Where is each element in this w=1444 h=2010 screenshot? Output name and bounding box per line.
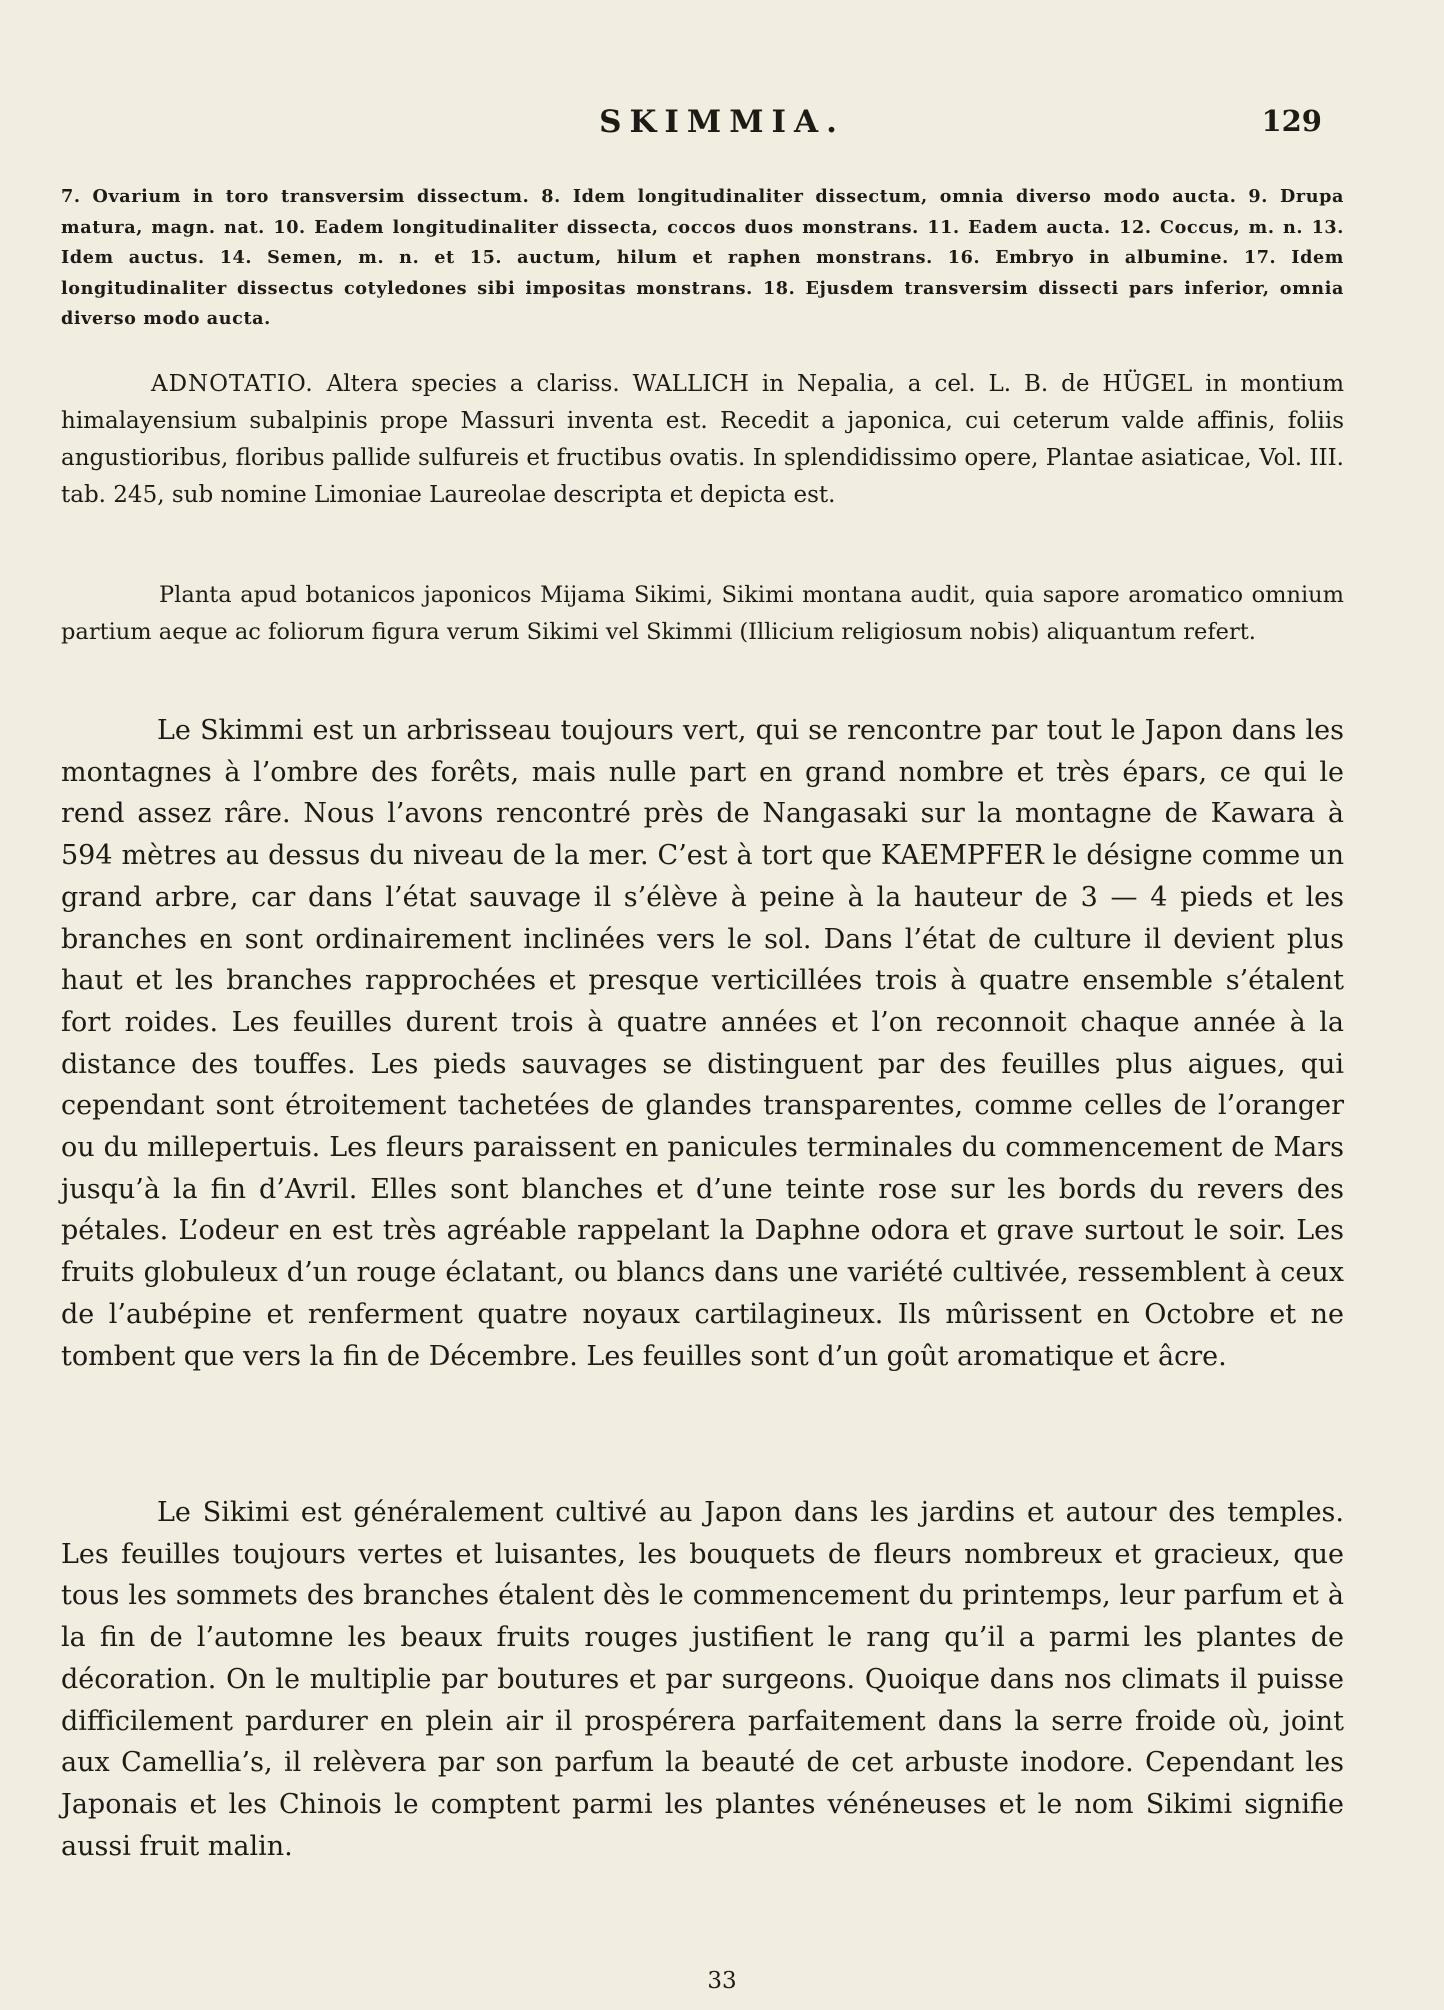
signature-mark: 33 [707,1968,737,1994]
adnotatio-text: Altera species a clariss. WALLICH in Nepalia, a cel. L. B. de HÜGEL in montium himalayensium subalpinis prope Massuri inventa est. Recedit a japonica, cui ceterum valde affinis, foliis angustioribus, floribus pallide sulfureis et fructibus ovatis. In splendidissimo opere, Plantae asiaticae, Vol. III. tab. 245, sub nomine Limoniae Laureolae descripta et depicta est. [61,371,1344,508]
planta-paragraph [61,577,1344,651]
page-title: SKIMMIA. [599,104,845,140]
french-paragraph-2-text: Le Sikimi est généralement cultivé au Japon dans les jardins et autour des temples. Les feuilles toujours vertes et luisantes, les bouquets de fleurs nombreux et gracieux, que tous les sommets des branches étalent dès le commencement du printemps, leur parfum et à la fin de l’automne les beaux fruits rouges justifient le rang qu’il a parmi les plantes de décoration. On le multiplie par boutures et par surgeons. Quoique dans nos climats il puisse difficilement pardurer en plein air il prospérera parfaitement dans la serre froide où, joint aux Camellia’s, il relèvera par son parfum la beauté de cet arbuste inodore. Cependant les Japonais et les Chinois le comptent parmi les plantes vénéneuses et le nom Sikimi signifie aussi fruit malin. [61,1497,1344,1862]
figure-caption: 7. Ovarium in toro transversim dissectum. 8. Idem longitudinaliter dissectum, omnia diverso modo aucta. 9. Drupa matura, magn. nat. 10. Eadem longitudinaliter dissecta, coccos duos monstrans. 11. Eadem aucta. 12. Coccus, m. n. 13. Idem auctus. 14. Semen, m. n. et 15. auctum, hilum et raphen monstrans. 16. Embryo in albumine. 17. Idem longitudinaliter dissectus cotyledones sibi impositas monstrans. 18. Ejusdem transversim dissecti pars inferior, omnia diverso modo aucta. [61,186,1344,330]
page-number: 129 [1261,104,1322,138]
adnotatio-label: ADNOTATIO. [151,371,314,397]
adnotatio-paragraph [61,366,1344,514]
french-paragraph-2 [61,1492,1344,1867]
french-paragraph-1 [61,710,1344,1377]
planta-text: Planta apud botanicos japonicos Mijama Sikimi, Sikimi montana audit, quia sapore aromatico omnium partium aeque ac foliorum figura verum Sikimi vel Skimmi (Illicium religiosum nobis) aliquantum refert. [61,582,1344,645]
french-paragraph-1-text: Le Skimmi est un arbrisseau toujours vert, qui se rencontre par tout le Japon dans les montagnes à l’ombre des forêts, mais nulle part en grand nombre et très épars, ce qui le rend assez râre. Nous l’avons rencontré près de Nangasaki sur la montagne de Kawara à 594 mètres au dessus du niveau de la mer. C’est à tort que KAEMPFER le désigne comme un grand arbre, car dans l’état sauvage il s’élève à peine à la hauteur de 3 — 4 pieds et les branches en sont ordinairement inclinées vers le sol. Dans l’état de culture il devient plus haut et les branches rapprochées et presque verticillées trois à quatre ensemble s’étalent fort roides. Les feuilles durent trois à quatre années et l’on reconnoit chaque année à la distance des touffes. Les pieds sauvages se distinguent par des feuilles plus aigues, qui cependant sont étroitement tachetées de glandes transparentes, comme celles de l’oranger ou du millepertuis. Les fleurs paraissent en panicules terminales du commencement de Mars jusqu’à la fin d’Avril. Elles sont blanches et d’une teinte rose sur les bords du revers des pétales. L’odeur en est très agréable rappelant la Daphne odora et grave surtout le soir. Les fruits globuleux d’un rouge éclatant, ou blancs dans une variété cultivée, ressemblent à ceux de l’aubépine et renferment quatre noyaux cartilagineux. Ils mûrissent en Octobre et ne tombent que vers la fin de Décembre. Les feuilles sont d’un goût aromatique et âcre. [61,715,1344,1372]
running-header [0,104,1444,144]
